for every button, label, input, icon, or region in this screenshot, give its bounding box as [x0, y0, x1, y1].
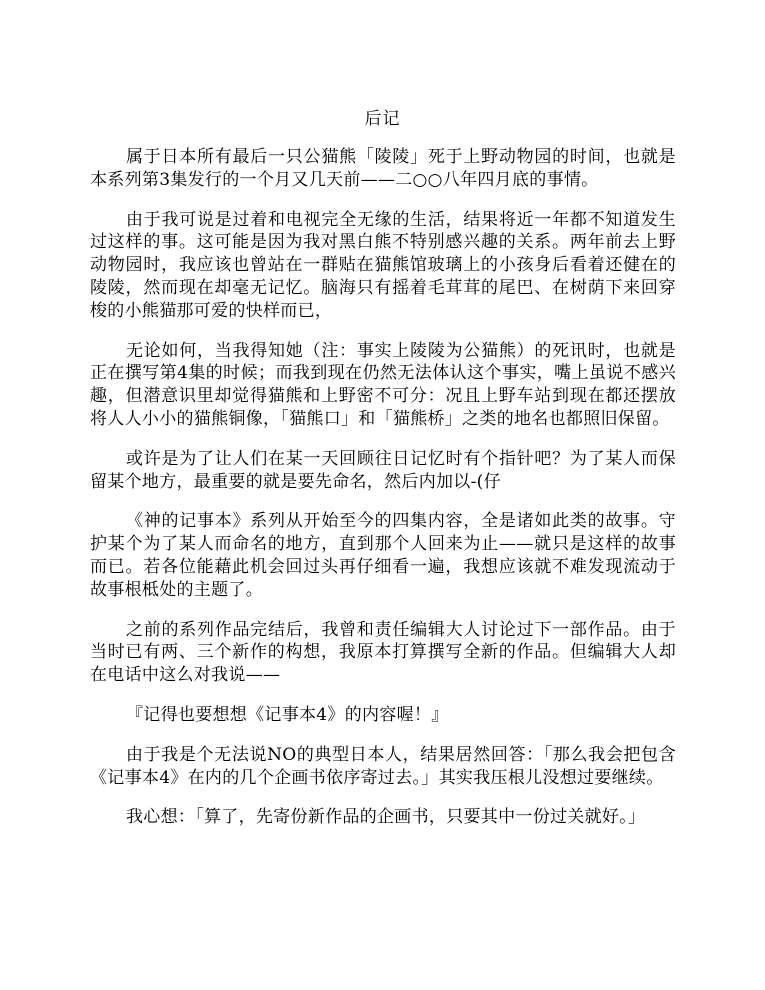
paragraph-4: 或许是为了让人们在某一天回顾往日记忆时有个指针吧？为了某人而保留某个地方，最重要的就是要先命名，然后内加以-(仔 — [90, 448, 676, 492]
document-body — [90, 146, 676, 846]
page-title: 后记 — [364, 109, 401, 129]
paragraph-5: 《神的记事本》系列从开始至今的四集内容，全是诸如此类的故事。守护某个为了某人而命名的地方，直到那个人回来为止——就只是这样的故事而已。若各位能藉此机会回过头再仔细看一遍，我想应该就不难发现流动于故事根柢处的主题了。 — [90, 511, 676, 600]
paragraph-3: 无论如何，当我得知她（注：事实上陵陵为公猫熊）的死讯时，也就是正在撰写第4集的时候；而我到现在仍然无法体认这个事实，嘴上虽说不感兴趣，但潜意识里却觉得猫熊和上野密不可分：况且上野车站到现在都还摆放将人人小小的猫熊铜像，「猫熊口」和「猫熊桥」之类的地名也都照旧保留。 — [90, 340, 676, 429]
paragraph-2: 由于我可说是过着和电视完全无缘的生活，结果将近一年都不知道发生过这样的事。这可能是因为我对黑白熊不特别感兴趣的关系。两年前去上野动物园时，我应该也曾站在一群贴在猫熊馆玻璃上的小孩身后看着还健在的陵陵，然而现在却毫无记忆。脑海只有摇着毛茸茸的尾巴、在树荫下来回穿梭的小熊猫那可爱的快样而已， — [90, 209, 676, 321]
paragraph-7: 『记得也要想想《记事本4》的内容喔！』 — [126, 704, 449, 725]
paragraph-6: 之前的系列作品完结后，我曾和责任编辑大人讨论过下一部作品。由于当时已有两、三个新作的构想，我原本打算撰写全新的作品。但编辑大人却在电话中这么对我说—— — [90, 619, 676, 686]
paragraph-8: 由于我是个无法说NO的典型日本人，结果居然回答：「那么我会把包含《记事本4》在内的几个企画书依序寄过去。」其实我压根儿没想过要继续。 — [90, 744, 676, 788]
paragraph-1: 属于日本所有最后一只公猫熊「陵陵」死于上野动物园的时间，也就是本系列第3集发行的一个月又几天前——二○○八年四月底的事情。 — [90, 147, 676, 190]
paragraph-9: 我心想：「算了，先寄份新作品的企画书，只要其中一份过关就好。」 — [126, 807, 646, 828]
